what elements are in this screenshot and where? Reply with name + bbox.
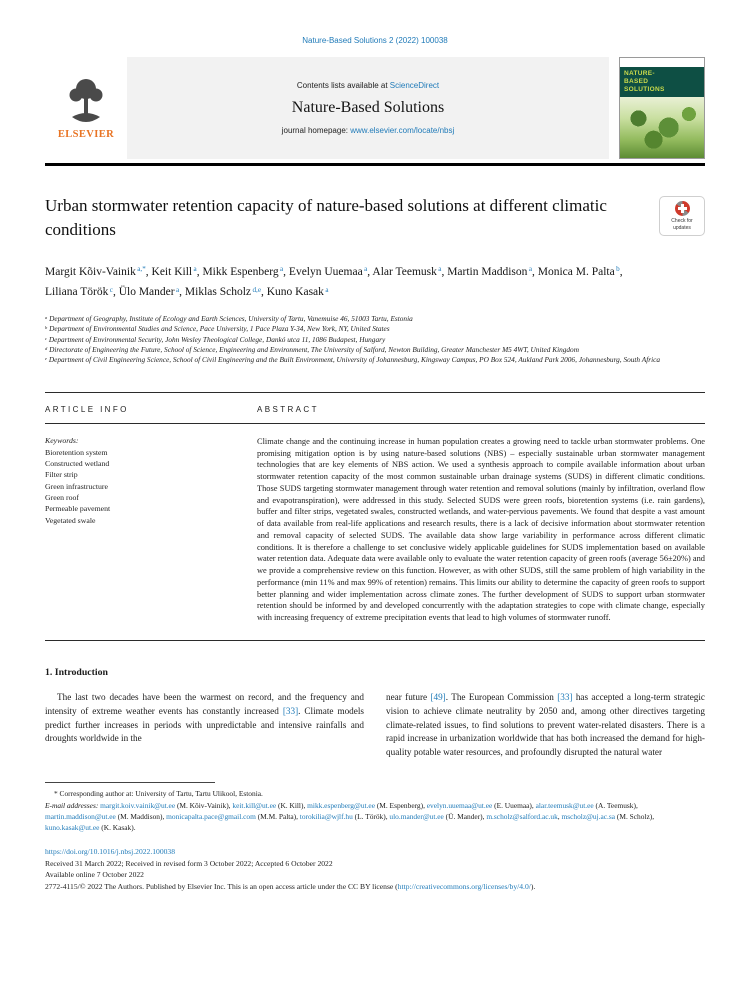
author-list: Margit Kõiv-Vainik $^{a,*}$, Keit Kill $^a$, Mikk Espenberg $^a$, Evelyn Uuemaa $^a$, Alar Teemusk $^a$, Martin Maddison $^a$, Monica M. Palta $^b$, Liliana Török $^c$, Ülo Mander $^a$, Miklas Scholz $^{d,e}$, Kuno Kasak $^a$ xyxy=(45,265,623,299)
text-segment: (L. Török), xyxy=(352,812,390,822)
crossmark-icon xyxy=(675,201,690,216)
keyword-item: Constructed wetland xyxy=(45,459,110,469)
footnotes xyxy=(45,788,705,833)
author-name: Kuno Kasak xyxy=(266,286,324,299)
affiliation-line: $^c$ Department of Environmental Security, John Wesley Theological College, Dankó utca 11, 1086 Budapest, Hungary xyxy=(45,334,386,344)
keywords-list xyxy=(45,447,217,526)
inline-link[interactable]: mikk.espenberg@ut.ee xyxy=(307,801,375,811)
text-segment: (M.M. Palta), xyxy=(255,812,300,822)
author-name: Liliana Török xyxy=(45,286,109,299)
homepage-label: journal homepage: xyxy=(281,126,351,135)
article-info-abstract-section xyxy=(45,392,705,641)
inline-link[interactable]: m.scholz@salford.ac.uk xyxy=(486,812,558,822)
text-segment: (M. Espenberg), xyxy=(374,801,427,811)
affiliation-list xyxy=(45,314,705,366)
check-updates-label: Check for updates xyxy=(671,218,693,231)
author-name: Martin Maddison xyxy=(447,265,528,278)
issn-license-line xyxy=(45,882,705,891)
inline-link[interactable]: alar.teemusk@ut.ee xyxy=(535,801,594,811)
text-segment: (K. Kill), xyxy=(276,801,308,811)
author-name: Monica M. Palta xyxy=(537,265,615,278)
homepage-link[interactable]: www.elsevier.com/locate/nbsj xyxy=(350,126,455,135)
author-affiliation-sup: c xyxy=(108,286,113,295)
affiliation-line: $^e$ Department of Civil Engineering Science, School of Civil Engineering and the Built Environment, University of Johannesburg, Kingsway Campus, PO Box 524, Aukland Park 2006, Johannesburg, South Africa xyxy=(45,355,661,365)
affiliation-line: $^b$ Department of Environmental Studies and Science, Pace University, 1 Pace Plaza Y-34, New York, NY, United States xyxy=(45,324,390,334)
received-dates-line: Received 31 March 2022; Received in revised form 3 October 2022; Accepted 6 October 2022 xyxy=(45,858,333,868)
text-segment: (Ü. Mander), xyxy=(443,812,487,822)
inline-link[interactable]: kuno.kasak@ut.ee xyxy=(45,823,100,833)
elsevier-tree-icon xyxy=(63,76,109,126)
inline-link[interactable]: martin.maddison@ut.ee xyxy=(45,812,116,822)
text-segment: ). xyxy=(530,881,536,891)
inline-link[interactable]: [33] xyxy=(557,692,573,703)
author-affiliation-sup: a xyxy=(362,265,368,274)
keyword-item: Filter strip xyxy=(45,470,78,480)
author-affiliation-sup: a xyxy=(278,265,284,274)
author-name: Ülo Mander xyxy=(118,286,175,299)
journal-cover[interactable] xyxy=(619,57,705,159)
journal-title: Nature-Based Solutions xyxy=(291,99,445,116)
author-name: Miklas Scholz xyxy=(184,286,252,299)
author-affiliation-sup: a,* xyxy=(135,265,146,274)
footnote-divider xyxy=(45,782,215,783)
text-segment: . The European Commission xyxy=(445,692,558,703)
keywords-label: Keywords: xyxy=(45,435,79,445)
keyword-item: Permeable pavement xyxy=(45,504,111,514)
section-heading-introduction: 1. Introduction xyxy=(45,667,108,679)
text-segment: . Climate models predict further increases in periods with unpredictable and intensive rainfalls and droughts worldwide in the xyxy=(45,705,364,744)
article-info-heading: ARTICLE INFO xyxy=(45,404,129,414)
inline-link[interactable]: torokilia@wjlf.hu xyxy=(299,812,353,822)
text-segment: (M. Maddison), xyxy=(115,812,167,822)
text-segment: near future xyxy=(386,692,431,703)
keyword-item: Green roof xyxy=(45,492,79,502)
check-updates-badge[interactable] xyxy=(659,196,705,236)
article-title: Urban stormwater retention capacity of nature-based solutions at different climatic conditions xyxy=(45,196,607,239)
elsevier-logo[interactable] xyxy=(45,57,127,159)
author-affiliation-sup: a xyxy=(527,265,532,274)
inline-link[interactable]: [33] xyxy=(282,705,299,716)
inline-link[interactable]: http://creativecommons.org/licenses/by/4.0/ xyxy=(397,881,531,891)
author-name: Keit Kill xyxy=(151,265,193,278)
intro-paragraph-right xyxy=(386,691,705,760)
author-affiliation-sup: a xyxy=(323,286,329,295)
text-segment: (M. Kõiv-Vainik), xyxy=(175,801,233,811)
inline-link[interactable]: keit.kill@ut.ee xyxy=(232,801,277,811)
info-abstract-header-row xyxy=(45,393,705,424)
available-online-line: Available online 7 October 2022 xyxy=(45,870,144,880)
keywords-block xyxy=(45,436,217,624)
abstract-heading: ABSTRACT xyxy=(257,404,319,414)
author-affiliation-sup: b xyxy=(614,265,620,274)
author-name: Alar Teemusk xyxy=(372,265,437,278)
author-affiliation-sup: a xyxy=(436,265,442,274)
author-affiliation-sup: a xyxy=(192,265,197,274)
inline-link[interactable]: ulo.mander@ut.ee xyxy=(389,812,444,822)
header-divider xyxy=(45,163,705,166)
cover-top-strip xyxy=(620,58,704,67)
intro-paragraph-left xyxy=(45,691,364,760)
inline-link[interactable]: margit.koiv.vainik@ut.ee xyxy=(100,801,176,811)
text-segment: (A. Teemusk), xyxy=(593,801,638,811)
text-segment: (M. Scholz), xyxy=(615,812,655,822)
journal-banner xyxy=(127,57,609,159)
journal-header xyxy=(45,57,705,159)
keyword-item: Bioretention system xyxy=(45,447,108,457)
introduction-columns xyxy=(45,691,705,760)
author-affiliation-sup: a xyxy=(174,286,180,295)
affiliation-line: $^a$ Department of Geography, Institute of Ecology and Earth Sciences, University of Tartu, Vanemuise 46, 51003 Tartu, Estonia xyxy=(45,313,413,323)
keyword-item: Vegetated swale xyxy=(45,515,96,525)
elsevier-wordmark: ELSEVIER xyxy=(57,129,115,140)
email-addresses-line xyxy=(45,800,705,833)
cover-title: NATURE-BASED SOLUTIONS xyxy=(624,70,665,94)
homepage-line xyxy=(282,126,455,135)
text-segment: (E. Uuemaa), xyxy=(492,801,536,811)
text-segment: E-mail addresses: xyxy=(45,801,101,811)
author-name: Evelyn Uuemaa xyxy=(288,265,363,278)
contents-line xyxy=(297,81,439,90)
author-name: Margit Kõiv-Vainik xyxy=(45,265,136,278)
text-segment: The last two decades have been the warmest on record, and the frequency and intensity of extreme weather events has constantly increased xyxy=(45,692,364,716)
inline-link[interactable]: [49] xyxy=(430,692,446,703)
inline-link[interactable]: mscholz@uj.ac.sa xyxy=(561,812,616,822)
inline-link[interactable]: evelyn.uuemaa@ut.ee xyxy=(426,801,493,811)
cover-title-band xyxy=(620,67,704,97)
journal-citation: Nature-Based Solutions 2 (2022) 100038 xyxy=(302,36,448,45)
text-segment: (K. Kasak). xyxy=(99,823,136,833)
text-segment: has accepted a long-term strategic vision to achieve climate neutrality by 2050 and, among other directives targeting climate-related issues, to find solutions to prevent water-related disasters. There is a rapid increase in urbanization worldwide that has both increased the demand for high-quality potable water resources, and profoundly disrupted the natural water xyxy=(386,692,706,758)
author-affiliation-sup: d,e xyxy=(251,286,261,295)
contents-prefix: Contents lists available at xyxy=(296,81,390,90)
corresponding-author-note: * Corresponding author at: University of Tartu, Tartu Ulikool, Estonia. xyxy=(54,789,263,798)
doi-link[interactable]: https://doi.org/10.1016/j.nbsj.2022.100038 xyxy=(45,847,176,857)
text-segment: 2772-4115/© 2022 The Authors. Published by Elsevier Inc. This is an open access article under the CC BY license ( xyxy=(45,881,398,891)
keyword-item: Green infrastructure xyxy=(45,481,108,491)
sciencedirect-link[interactable]: ScienceDirect xyxy=(389,81,440,90)
affiliation-line: $^d$ Directorate of Engineering the Future, School of Science, Engineering and Environment, The University of Salford, Newton Building, Greater Manchester M5 4WT, United Kingdom xyxy=(45,345,579,355)
abstract-text: Climate change and the continuing increase in human population creates a growing need to tackle urban stormwater problems. One promising mitigation option is by using nature-based solutions (NBS) – especially sustainable urban stormwater management technologies that are key elements of NBS action. We used a synthesis approach to compile available information about urban stormwater retention capacity of the most common sustainable urban drainage systems (SUDS) in different climatic conditions. Those SUDS targeting stormwater management through water retention and removal solutions (mainly by infiltration, overland flow and evapotranspiration), were addressed in this study. Selected SUDS were green roofs, bioretention systems (i.e. rain gardens), buffer and filter strips, vegetated swales, constructed wetlands, and water-pervious pavements. We found that despite a vast amount of data available from real-life applications and research results, there is a lack of decisive information about stormwater retention and removal capacity of selected SUDS. The available data show large variability in performance across different climatic conditions. It is therefore a challenge to set conclusive widely applicable guidelines for SUDS implementation based on available water retention data. Adequate data were available only to evaluate the water retention capacity of green roofs (average 56±20%) and we provide a comprehensive review on this function. However, as with other SUDS, still the same problem of high variability in the performance (min 11% and max 99% of retention) remains. This limits our ability to determine the capacity of green roofs to support better planning and wider implementation across climate zones. The further development of SUDS to support urban stormwater retention should be informed by and developed concurrently with the adaptation strategies to cope with climate change, especially with increasing frequency of extreme precipitation events that lead to high volumes of stormwater runoff. xyxy=(257,436,705,623)
author-name: Mikk Espenberg xyxy=(202,265,279,278)
text-segment: , xyxy=(557,812,562,822)
journal-cover-image xyxy=(620,97,704,158)
inline-link[interactable]: monicapalta.pace@gmail.com xyxy=(166,812,256,822)
